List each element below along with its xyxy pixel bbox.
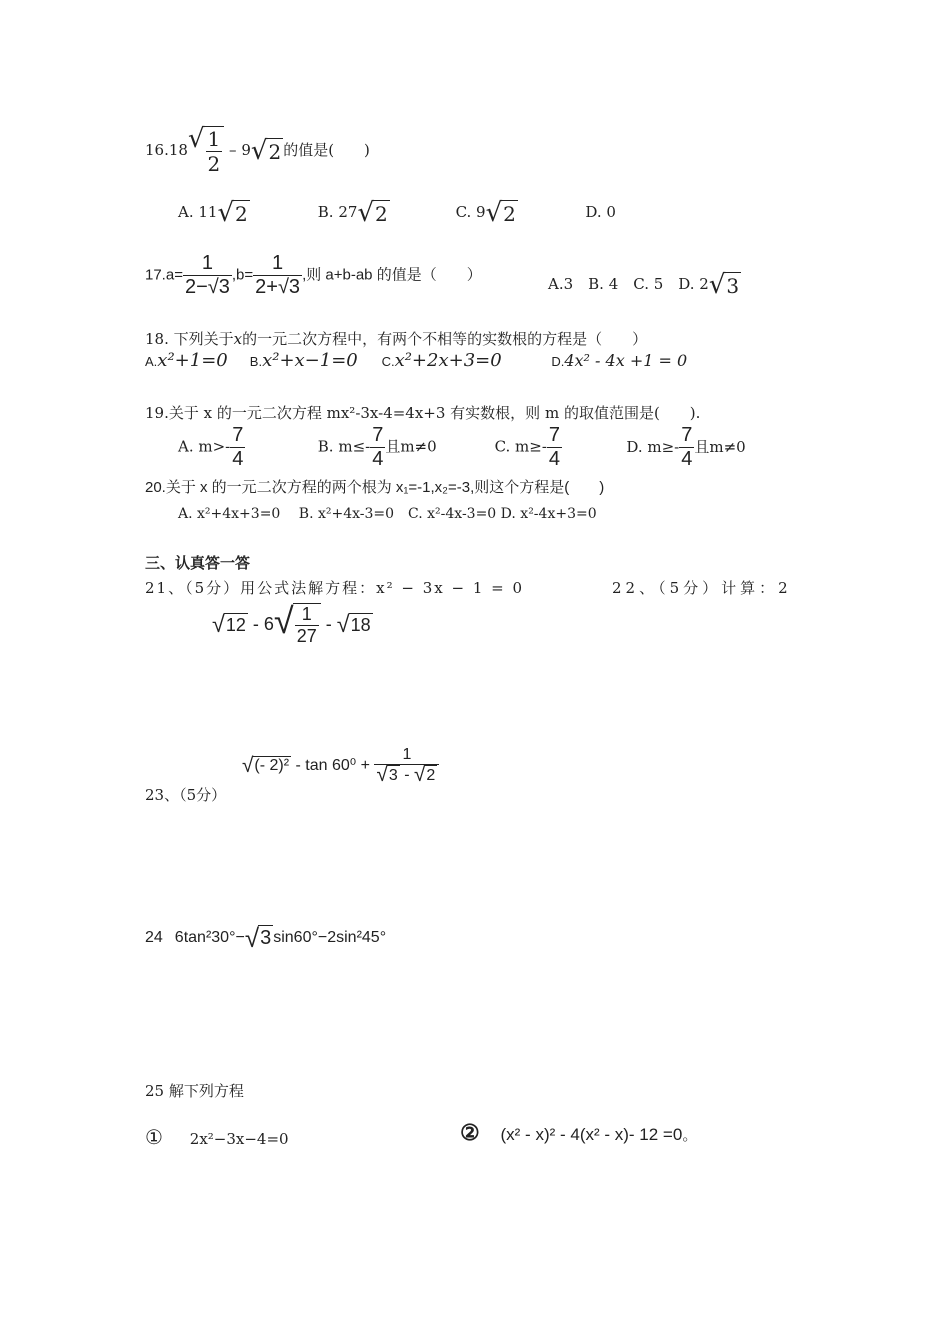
question-23-expression: √ (- 2)² - tan 60⁰ + 1 √ 3 - √ 2 [242,746,439,786]
question-16: 16.18 √ $\frac{1}{2}$ – 9 √ 2 的值是( ) [145,124,370,176]
option-c: C. 9 √ 2 [455,198,516,228]
option-a: A.x²+1=0 [145,350,228,371]
question-18-options [145,350,687,371]
option-a: A. 11 √ 2 [178,198,248,228]
circled-number-2: ② [460,1120,480,1146]
question-25-heading: 25 解下列方程 [145,1082,244,1100]
option-a: A. m>- $\frac{7}{4}$ [178,424,244,470]
option-c: C. m≥- $\frac{7}{4}$ [494,424,561,470]
question-22-expression: √ 12 - 6 √ $\frac{1}{27}$ - √ 18 [212,600,371,646]
question-25-item-2: ② (x² - x)² - 4(x² - x)- 12 =0。 [460,1120,698,1146]
question-24: 24 6tan²30°− √ 3 sin60°−2sin²45° [145,923,387,953]
option-d: D. 0 [585,203,616,221]
question-17: 17.a= $\frac{1}{2-√3}$ ,b= $\frac{1}{2+√3}$ ,则 a+b-ab 的值是（ ） [145,252,482,298]
question-16-options [178,200,616,226]
question-17-options: A.3 B. 4 C. 5 D. 2 √ 3 [548,270,740,300]
option-c: C.x²+2x+3=0 [381,350,502,371]
option-b: B. 27 √ 2 [317,198,388,228]
option-d: D.4x² - 4x +1 = 0 [551,351,688,370]
question-22: 22、（5分）计算：2 [612,579,792,597]
sqrt-fraction: √ $\frac{1}{2}$ [188,126,224,176]
question-20-stem: 20.关于 x 的一元二次方程的两个根为 x₁=-1,x₂=-3,则这个方程是( ) [145,479,605,496]
option-d: D. m≥- $\frac{7}{4}$ 且m≠0 [626,424,746,470]
option-b: B. m≤- $\frac{7}{4}$ 且m≠0 [317,424,437,470]
question-21: 21、（5分）用公式法解方程：x² − 3x − 1 = 0 [145,579,525,597]
option-b: B.x²+x−1=0 [249,350,358,371]
circled-number-1: ① [145,1125,163,1149]
section-heading: 三、认真答一答 [145,555,251,572]
question-19-options [178,424,746,471]
question-number: 16. [145,141,169,159]
fraction-a: $\frac{1}{2-√3}$ [184,252,230,298]
question-25-item-1: ① 2x²−3x−4=0 [145,1125,289,1149]
question-20-options: A. x²+4x+3=0 B. x²+4x-3=0 C. x²-4x-3=0 D. x²-4x+3=0 [178,506,597,522]
question-18-stem: 18. 下列关于x的一元二次方程中，有两个不相等的实数根的方程是（ ） [145,330,648,348]
fraction-b: $\frac{1}{2+√3}$ [255,252,301,298]
question-19-stem: 19.关于 x 的一元二次方程 mx²-3x-4=4x+3 有实数根，则 m 的取值范围是( ). [145,404,701,422]
question-23-label: 23、（5分） [145,786,227,804]
